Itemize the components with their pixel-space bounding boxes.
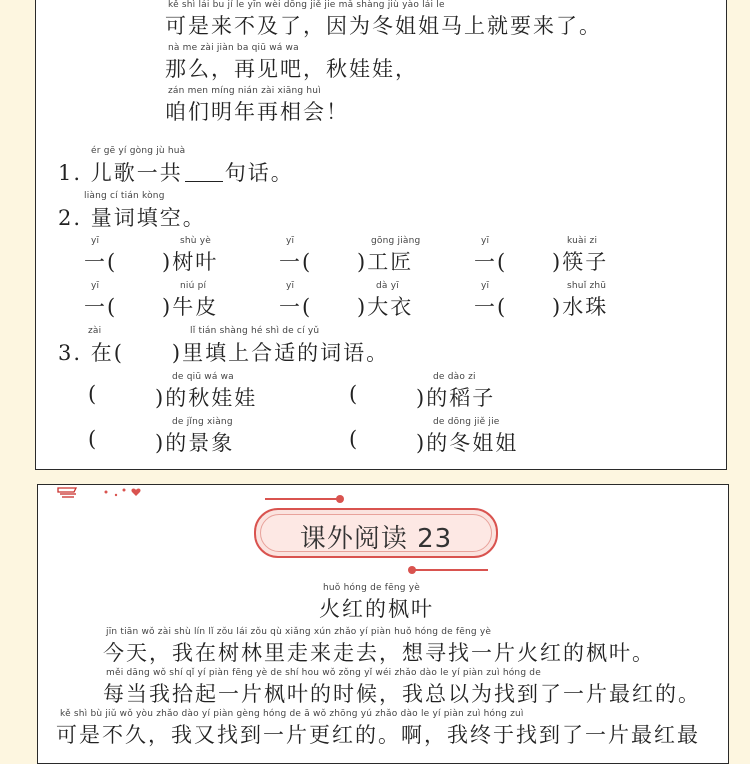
measure-word: )牛皮 [162,295,219,319]
question-3 [58,337,389,367]
paren-open[interactable]: ( [349,382,360,406]
question-3-text: 3. 在( [58,341,124,365]
pinyin-line: nà me zài jiàn ba qiū wá wa [168,43,299,53]
fill-item: )的稻子 [416,386,496,410]
pinyin-yi: yī [481,281,490,291]
pinyin-line: jīn tiān wǒ zài shù lín lǐ zǒu lái zǒu qù xiǎng xún zhǎo yí piàn huǒ hóng de fēng yè [106,627,492,637]
measure-word: )树叶 [162,250,219,274]
reading-title: 课外阅读 23 [299,524,453,554]
fill-item: )的秋娃娃 [155,386,258,410]
measure-word: )工匠 [357,250,414,274]
pinyin-line: zán men míng nián zài xiāng huì [168,86,321,96]
pinyin-yi: yī [286,236,295,246]
pinyin-yi: yī [481,236,490,246]
pinyin-word: shuǐ zhū [567,281,607,291]
question-1-suffix: 句话。 [224,161,294,185]
story-line-2: 每当我拾起一片枫叶的时候，我总以为找到了一片最红的。 [103,682,701,706]
pinyin-word: dà yī [376,281,399,291]
question-1-text: 1. 儿歌一共 [58,161,183,185]
reading-title-badge [254,508,498,558]
pinyin-line: kě shì bù jiǔ wǒ yòu zhǎo dào yí piàn gèng hóng de ā wǒ zhōng yú zhǎo dào le yí piàn zuì hóng zuì [60,709,524,719]
deco-dot [408,566,416,574]
pinyin-word: de qiū wá wa [172,372,234,382]
paren-open[interactable]: ( [88,427,99,451]
pinyin-line: liàng cí tián kòng [84,191,165,201]
measure-left: 一( [279,250,313,274]
measure-word: )筷子 [552,250,609,274]
poem-line-1: 可是来不及了，因为冬姐姐马上就要来了。 [165,14,602,38]
measure-left: 一( [84,295,118,319]
fill-item: )的景象 [155,431,235,455]
pinyin-yi: yī [286,281,295,291]
poem-line-2: 那么，再见吧，秋娃娃， [165,57,418,81]
pinyin-word: de dào zi [433,372,476,382]
pinyin-word: de jǐng xiàng [172,417,233,427]
measure-left: 一( [84,250,118,274]
answer-blank[interactable] [185,163,223,182]
deco-line [265,498,337,500]
pinyin-yi: yī [91,281,100,291]
fill-item: )的冬姐姐 [416,431,519,455]
pinyin-line: kě shì lái bu jí le yīn wèi dōng jiě jie mǎ shàng jiù yào lái le [168,0,445,10]
question-1 [58,157,294,187]
pinyin-word: kuài zi [567,236,598,246]
pinyin-word: gōng jiàng [371,236,421,246]
poem-line-3: 咱们明年再相会！ [165,100,349,124]
pinyin-line: ér gē yí gòng jù huà [91,146,186,156]
paren-open[interactable]: ( [349,427,360,451]
question-3-suffix: )里填上合适的词语。 [171,341,390,365]
ribbon-sticker-icon [56,484,156,504]
pinyin-line: lǐ tián shàng hé shì de cí yǔ [190,326,320,336]
measure-left: 一( [474,250,508,274]
pinyin-line: huǒ hóng de fēng yè [323,583,421,593]
paren-open[interactable]: ( [88,382,99,406]
pinyin-line: měi dāng wǒ shí qǐ yí piàn fēng yè de shí hou wǒ zǒng yǐ wéi zhǎo dào le yí piàn zuì hóng de [106,668,541,678]
deco-line [412,569,488,571]
pinyin-word: niú pí [180,281,207,291]
pinyin-word: de dōng jiě jie [433,417,500,427]
deco-dot [336,495,344,503]
question-2: 2. 量词填空。 [58,206,206,230]
story-line-1: 今天，我在树林里走来走去，想寻找一片火红的枫叶。 [103,641,655,665]
measure-word: )水珠 [552,295,609,319]
pinyin-yi: yī [91,236,100,246]
pinyin-zai: zài [88,326,102,336]
story-line-3: 可是不久，我又找到一片更红的。啊，我终于找到了一片最红最 [56,723,700,747]
pinyin-word: shù yè [180,236,212,246]
story-heading: 火红的枫叶 [319,597,434,621]
measure-word: )大衣 [357,295,414,319]
measure-left: 一( [279,295,313,319]
measure-left: 一( [474,295,508,319]
